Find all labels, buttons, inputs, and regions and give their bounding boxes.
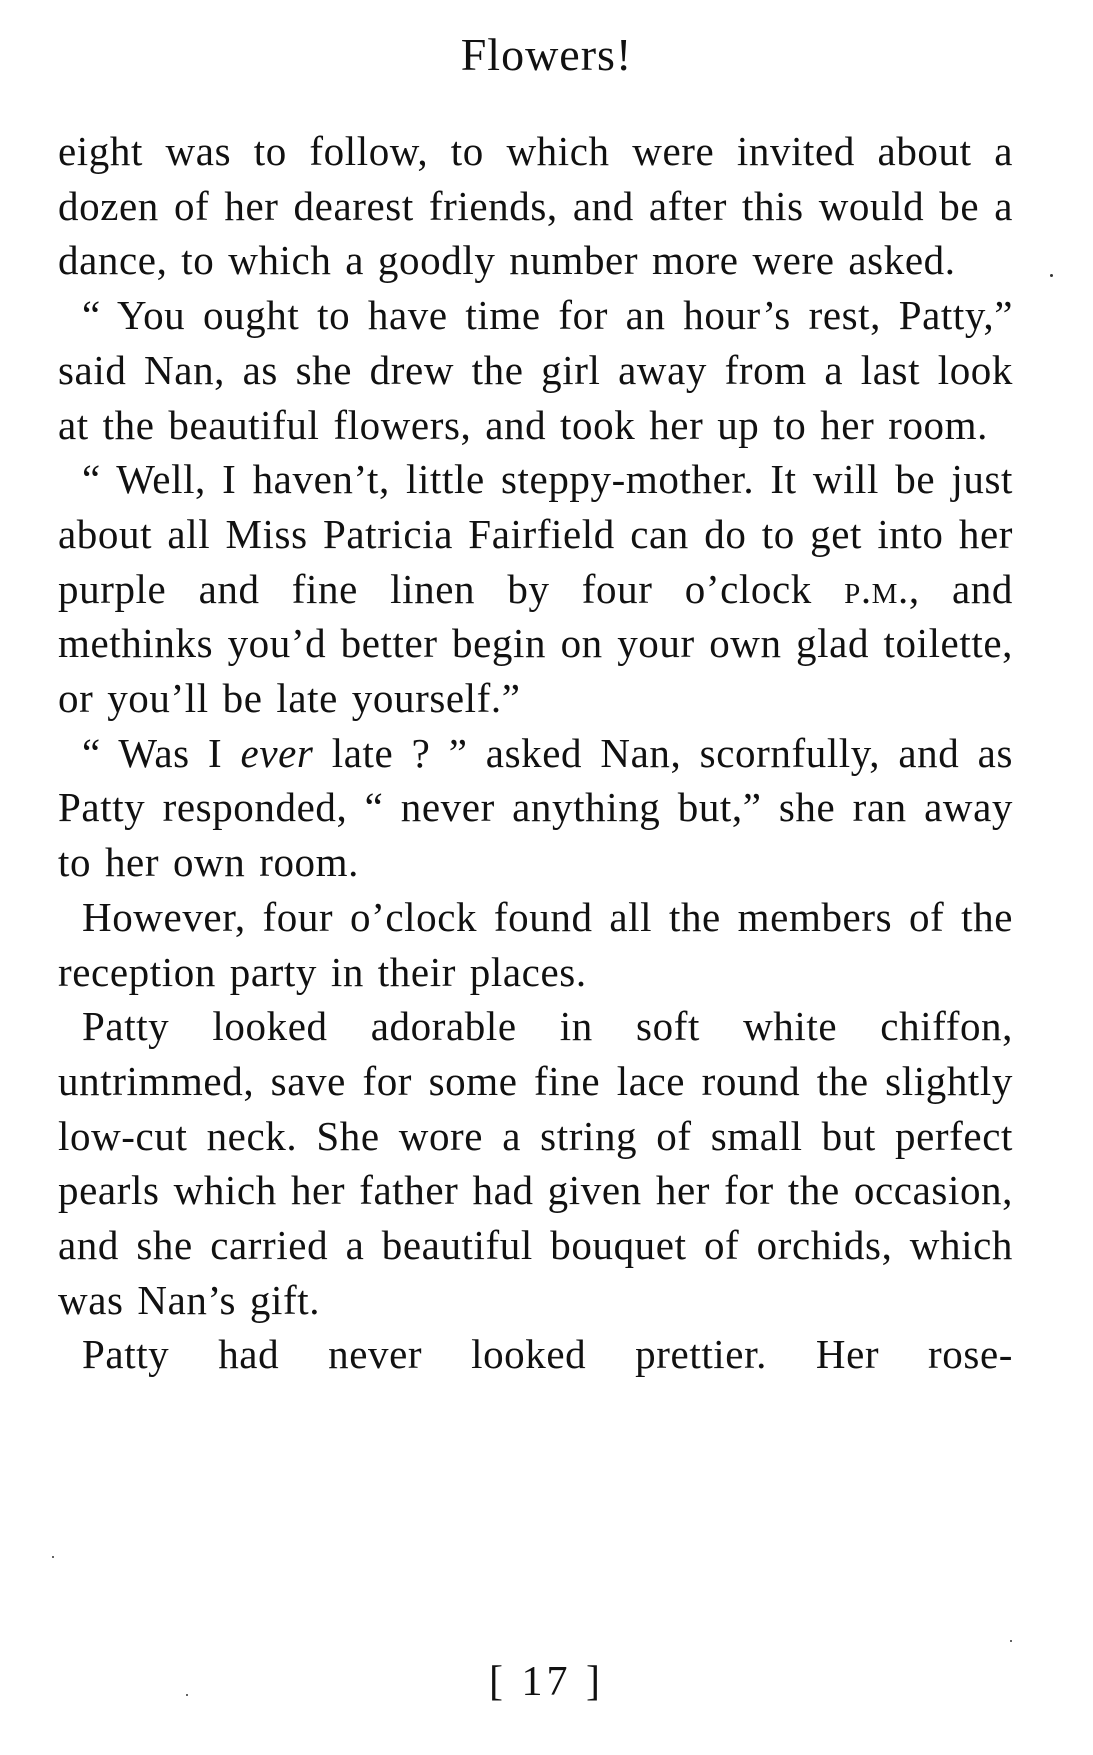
print-speck — [186, 1694, 188, 1696]
paragraph-3-text-before: “ Well, I haven’t, little steppy-mother. It will be just about all Miss Patricia Fairfield can do to get into her purple and fine linen by four o’clock — [58, 456, 1013, 612]
pm-abbreviation: p.m. — [844, 565, 909, 612]
print-speck — [1010, 1640, 1012, 1642]
paragraph-1: eight was to follow, to which were invited about a dozen of her dearest friends, and after this would be a dance, to which a goodly number more were asked. — [58, 128, 1013, 284]
paragraph-3-text-after: , and methinks you’d better begin on your own glad toilette, or you’ll be late yourself.” — [58, 565, 1013, 722]
paragraph-3 — [58, 452, 1013, 726]
running-head: Flowers! — [460, 29, 633, 80]
body-text — [58, 124, 1013, 1382]
paragraph-6: Patty looked adorable in soft white chiffon, untrimmed, save for some fine lace round the slightly low-cut neck. She wore a string of small but perfect pearls which her father had given her for the occasion, and she carried a beautiful bouquet of orchids, which was Nan’s gift. — [58, 1003, 1013, 1323]
paragraph-4-text-before: “ Was I — [82, 729, 241, 776]
page-number: [ 17 ] — [489, 1659, 604, 1705]
paragraph-7: Patty had never looked prettier. Her rose- — [82, 1331, 1013, 1378]
print-speck — [52, 1556, 54, 1558]
italic-ever: ever — [240, 729, 314, 776]
paragraph-2: “ You ought to have time for an hour’s rest, Patty,” said Nan, as she drew the girl away from a last look at the beautiful flowers, and took her up to her room. — [58, 292, 1013, 448]
paragraph-4 — [58, 726, 1013, 890]
print-speck — [1050, 274, 1053, 277]
paragraph-4-text-after: late ? ” asked Nan, scornfully, and as Patty responded, “ never anything but,” she ran away to her own room. — [58, 729, 1014, 886]
paragraph-5: However, four o’clock found all the members of the reception party in their places. — [58, 893, 1013, 995]
